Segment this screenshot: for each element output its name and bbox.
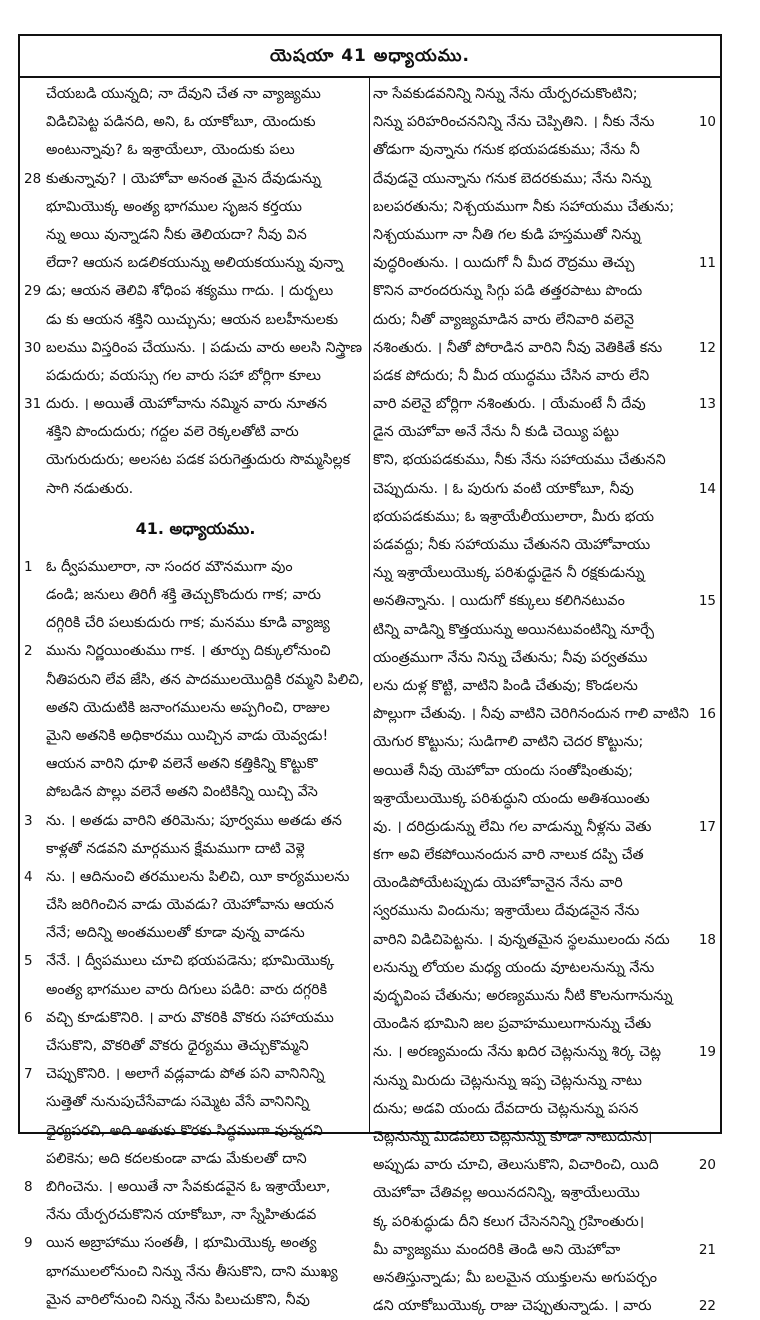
- verse-number: 31: [24, 396, 42, 413]
- page-title: యెషయా 41 అధ్యాయము.: [20, 36, 720, 78]
- text-line: [24, 891, 367, 919]
- verse-text: భూమియొక్క అంత్య భాగముల సృజన కర్తయు: [46, 198, 302, 215]
- verse-text: నా సేవకుడవనిన్ని నిన్ను నేను యేర్పరచుకొంటిని;: [373, 86, 638, 102]
- verse-text: న్ను అయి వున్నాడని నీకు తెలియదా? నీవు విన: [46, 226, 307, 243]
- verse-number: 6: [24, 1009, 33, 1026]
- right-column: [373, 80, 716, 1315]
- verse-text: సుత్తెతో నునుపుచేసేవాడు సమ్మెట వేసే వానినిన్ని: [46, 1094, 310, 1111]
- text-line: [24, 637, 367, 665]
- text-line: [373, 700, 716, 728]
- verse-text: భయపడకుము; ఓ ఇశ్రాయేలీయులారా, మీరు భయ: [373, 508, 655, 525]
- verse-text: పడవద్దు; నీకు సహాయము చేతునని యెహోవాయు: [373, 537, 651, 553]
- text-line: [373, 446, 716, 474]
- verse-text: అనతిన్నాను. । యిదుగో కక్కులు కలిగినటువం: [373, 593, 625, 610]
- verse-text: నశింతురు. । నీతో పోరాడిన వారిని నీవు వెతికితే కను: [373, 339, 663, 356]
- verse-number: 8: [24, 1178, 33, 1195]
- verse-text: అతని యెదుటికి జనాంగములను అప్పగించి, రాజుల: [46, 699, 330, 716]
- verse-number: 1: [24, 558, 33, 575]
- text-line: [24, 334, 367, 362]
- text-line: [24, 947, 367, 975]
- verse-text: అయితే నీవు యెహోవా యందు సంతోషింతువు;: [373, 762, 634, 779]
- verse-text: చెట్లనున్ను మిడపలు చెట్లనున్ను కూడా నాటుదును।: [373, 1128, 653, 1145]
- verse-text: సాగి నడుతురు.: [46, 480, 134, 497]
- verse-text: కొని, భయపడకుము, నీకు నేను సహాయము చేతునని: [373, 452, 666, 469]
- verse-text: భాగములలోనుంచి నిన్ను నేను తీసుకొని, దాని ముఖ్య: [46, 1263, 338, 1280]
- verse-text: డు; ఆయన తెలివి శోధింప శక్యము గాదు. । దుర్బలు: [46, 283, 334, 300]
- verse-text: నీతిపరుని లేవ జేసి, తన పాదములయొద్దికి రమ్మని పిలిచి,: [46, 671, 364, 688]
- text-line: [24, 750, 367, 778]
- text-line: [24, 1145, 367, 1173]
- verse-text: నేనే. । ద్వీపములు చూచి భయపడెను; భూమియొక్క: [46, 953, 335, 970]
- text-line: [24, 249, 367, 277]
- verse-text: దురు; నీతో వ్యాజ్యమాడిన వారు లేనివారి వలెనై: [373, 311, 634, 328]
- text-line: [373, 559, 716, 587]
- left-column-top: [24, 80, 367, 503]
- verse-number: 5: [24, 953, 33, 970]
- verse-text: చేయబడి యున్నది; నా దేవుని చేత నా వ్యాజ్యము: [46, 86, 321, 102]
- verse-number: 15: [698, 593, 716, 610]
- verse-text: యంత్రముగా నేను నిన్ను చేతును; నీవు పర్వతము: [373, 649, 648, 666]
- verse-text: చెప్పుకొనిరి. । అలాగే వడ్లవాడు పోత పని వానినిన్ని: [46, 1066, 325, 1083]
- verse-text: కుతున్నావు? । యెహోవా అనంత మైన దేవుడున్ను: [46, 170, 321, 187]
- text-line: [373, 982, 716, 1010]
- verse-text: అంత్య భాగముల వారు దిగులు పడిరి: వారు దగ్గరికి: [46, 981, 328, 998]
- text-line: [373, 193, 716, 221]
- verse-number: 18: [698, 931, 716, 948]
- text-line: [24, 694, 367, 722]
- text-line: [24, 1173, 367, 1201]
- text-line: [373, 80, 716, 108]
- text-line: [373, 362, 716, 390]
- verse-text: నిశ్చయముగా నా నీతి గల కుడి హస్తముతో నిన్ను: [373, 226, 641, 243]
- verse-text: క్క పరిశుద్ధుడు దీని కలుగ చేసెననిన్ని గ్రహింతురు।: [373, 1213, 645, 1230]
- text-line: [373, 277, 716, 305]
- text-line: [373, 475, 716, 503]
- text-line: [373, 672, 716, 700]
- verse-text: మైని అతనికి అధికారము యిచ్చిన వాడు యెవ్వడు!: [46, 727, 329, 744]
- verse-text: వచ్చి కూడుకొనిరి. । వారు వొకరికి వొకరు సహాయము: [46, 1009, 334, 1026]
- text-line: [373, 334, 716, 362]
- verse-text: శక్తిని పొందుదురు; గద్దల వలె రెక్కలతోటి వారు: [46, 424, 299, 441]
- verse-text: యెండిన భూమిని జల ప్రవాహములుగానున్ను చేతు: [373, 1016, 652, 1033]
- text-line: [373, 926, 716, 954]
- text-line: [373, 531, 716, 559]
- text-line: [373, 1264, 716, 1292]
- text-line: [24, 418, 367, 446]
- left-column-bottom: [24, 553, 367, 1314]
- verse-text: పొల్లుగా చేతువు. । నీవు వాటిని చెరిగినందున గాలి వాటిని: [373, 706, 689, 723]
- verse-number: 7: [24, 1066, 33, 1083]
- verse-text: పలికెను; అది కదలకుండా వాడు మేకులతో దాని: [46, 1150, 307, 1167]
- verse-text: నేను యేర్పరచుకొనిన యాకోబూ, నా స్నేహితుడవ: [46, 1207, 317, 1224]
- verse-text: నేనే; అదిన్ని అంతములతో కూడా వున్న వాడను: [46, 925, 305, 942]
- text-line: [373, 1208, 716, 1236]
- text-line: [373, 1038, 716, 1066]
- verse-text: ఆయన వారిని ధూళి వలెనే అతని కత్తికిన్ని కొట్టుకొ: [46, 756, 318, 773]
- text-line: [24, 1117, 367, 1145]
- verse-text: దగ్గిరికి చేరి పలుకుదురు గాక; మనము కూడి వ్యాజ్య: [46, 615, 330, 632]
- text-line: [24, 863, 367, 891]
- verse-text: డు కు ఆయన శక్తిని యిచ్చును; ఆయన బలహీనులకు: [46, 311, 339, 328]
- column-divider: [369, 76, 370, 1132]
- verse-text: మును నిర్ణయింతుము గాక. । తూర్పు దిక్కులోనుంచి: [46, 643, 331, 660]
- verse-text: స్వరమును విందును; ఇశ్రాయేలు దేవుడనైన నేను: [373, 903, 640, 920]
- verse-text: ఓ ద్వీపములారా, నా సందర మౌనముగా వుం: [46, 558, 293, 575]
- text-line: [24, 108, 367, 136]
- chapter-heading: 41. అధ్యాయము.: [135, 518, 256, 538]
- verse-text: పడక పోదురు; నీ మీద యుద్ధము చేసిన వారు లేని: [373, 367, 650, 384]
- verse-number: 2: [24, 643, 33, 660]
- verse-text: కాళ్లతో నడవని మార్గమున క్షేమముగా దాటి వెళ్లె: [46, 840, 305, 857]
- verse-text: వు. । దరిద్రుడున్ను లేమి గల వాడున్ను నీళ్లను వెతు: [373, 818, 652, 835]
- verse-number: 3: [24, 812, 33, 829]
- text-line: [24, 666, 367, 694]
- text-line: [24, 835, 367, 863]
- verse-number: 28: [24, 170, 42, 187]
- text-line: [373, 1292, 716, 1320]
- text-line: [373, 954, 716, 982]
- text-line: [24, 446, 367, 474]
- text-line: [373, 306, 716, 334]
- verse-number: 10: [698, 114, 716, 131]
- text-line: [373, 757, 716, 785]
- verse-text: అనతిస్తున్నాడు; మీ బలమైన యుక్తులను అగుపర్చం: [373, 1269, 657, 1286]
- verse-text: నున్ను మిరుదు చెట్లనున్ను ఇప్ప చెట్లనున్ను నాటు: [373, 1072, 642, 1089]
- verse-text: చెప్పుదును. । ఓ పురుగు వంటి యాకోబూ, నీవు: [373, 480, 634, 497]
- verse-number: 20: [698, 1157, 716, 1174]
- verse-text: బలపరతును; నిశ్చయముగా నీకు సహాయము చేతును;: [373, 198, 675, 215]
- page-frame: [18, 34, 722, 1315]
- verse-text: బలము విస్తరింప చేయును. । పడుచు వారు అలసి నిస్త్రాణ: [46, 339, 363, 356]
- verse-text: చేసి జరిగించిన వాడు యెవడు? యెహోవాను ఆయన: [46, 897, 334, 914]
- verse-text: యెగుర కొట్టును; సుడిగాలి వాటిని చెదర కొట్టును;: [373, 734, 644, 751]
- verse-text: వుద్భవింప చేతును; అరణ్యమును నీటి కొలనుగానున్ను: [373, 988, 673, 1004]
- text-line: [373, 616, 716, 644]
- verse-text: లేదా? ఆయన బడలికయున్ను అలియకయున్ను వున్నా: [46, 255, 344, 272]
- left-column: [24, 80, 367, 1308]
- text-line: [24, 221, 367, 249]
- verse-text: ను. । ఆదినుంచి తరములను పిలిచి, యీ కార్యములను: [46, 868, 350, 885]
- text-line: [373, 841, 716, 869]
- verse-text: దును; అడవి యందు దేవదారు చెట్లనున్ను పసన: [373, 1100, 639, 1117]
- verse-number: 30: [24, 339, 42, 356]
- text-line: [373, 108, 716, 136]
- verse-text: విడిచిపెట్ట పడినది, అని, ఓ యాకోబూ, యెందుకు: [46, 114, 316, 131]
- verse-text: న్ను ఇశ్రాయేలుయొక్క పరిశుద్ధుడైన నీ రక్షకుడున్ను: [373, 565, 645, 582]
- text-line: [24, 1060, 367, 1088]
- text-line: [24, 136, 367, 164]
- text-line: [24, 609, 367, 637]
- verse-text: వుద్ధరింతును. । యిదుగో నీ మీద రౌద్రము తెచ్చు: [373, 255, 635, 272]
- text-line: [24, 1088, 367, 1116]
- text-line: [24, 193, 367, 221]
- text-line: [24, 1004, 367, 1032]
- text-line: [373, 1067, 716, 1095]
- verse-text: ఇశ్రాయేలుయొక్క పరిశుద్ధుని యందు అతిశయింతు: [373, 790, 650, 807]
- verse-text: డండి; జనులు తిరిగీ శక్తి తెచ్చుకొందురు గాక; వారు: [46, 587, 321, 603]
- verse-number: 21: [698, 1241, 716, 1258]
- text-line: [24, 581, 367, 609]
- verse-text: పోబడిన పొల్లు వలెనే అతని వింటికిన్ని యిచ్చి వేసె: [46, 784, 318, 801]
- verse-text: నిన్ను పరిహరించననిన్ని నేను చెప్పితిని. । నీకు నేను: [373, 114, 655, 131]
- verse-text: లనున్ను లోయల మధ్య యందు వూటలనున్ను నేను: [373, 959, 655, 976]
- text-line: [373, 418, 716, 446]
- verse-number: 12: [698, 339, 716, 356]
- text-line: [24, 553, 367, 581]
- verse-number: 13: [698, 396, 716, 413]
- text-line: [24, 306, 367, 334]
- text-line: [373, 1236, 716, 1264]
- text-line: [24, 362, 367, 390]
- verse-text: టిన్ని వాడిన్ని కొత్తయున్ను అయినటువంటిన్ని నూర్చే: [373, 621, 655, 638]
- text-line: [24, 919, 367, 947]
- text-line: [373, 587, 716, 615]
- verse-number: 17: [698, 818, 716, 835]
- text-line: [373, 869, 716, 897]
- text-line: [373, 1010, 716, 1038]
- verse-number: 9: [24, 1235, 33, 1252]
- verse-text: యెగురుదురు; అలసట పడక పరుగెత్తుదురు సొమ్మసిల్లక: [46, 452, 351, 469]
- text-line: [373, 1151, 716, 1179]
- text-line: [373, 136, 716, 164]
- text-line: [24, 1229, 367, 1257]
- verse-text: యిన అబ్రాహాము సంతతీ, । భూమియొక్క అంత్య: [46, 1235, 317, 1252]
- verse-text: పడుదురు; వయస్సు గల వారు సహా బోర్లిగా కూలు: [46, 367, 321, 384]
- verse-number: 22: [698, 1298, 716, 1315]
- verse-text: వారి వలెనై బోర్లిగా నశింతురు. । యేమంటే నీ దేవు: [373, 396, 646, 413]
- text-line: [24, 722, 367, 750]
- verse-number: 19: [698, 1044, 716, 1061]
- verse-text: కొనిన వారందరున్ను సిగ్గు పడి తత్తరపాటు పొందు: [373, 283, 643, 300]
- text-line: [373, 897, 716, 925]
- text-line: [24, 1286, 367, 1314]
- text-line: [373, 1179, 716, 1207]
- text-line: [373, 221, 716, 249]
- text-line: [373, 503, 716, 531]
- verse-text: అప్పుడు వారు చూచి, తెలుసుకొని, విచారించి, యిది: [373, 1157, 659, 1174]
- verse-number: 16: [698, 706, 716, 723]
- verse-text: ను. । అతడు వారిని తరిమెను; పూర్వము అతడు తన: [46, 812, 342, 829]
- text-line: [373, 644, 716, 672]
- verse-text: డైన యెహోవా అనే నేను నీ కుడి చెయ్యి పట్టు: [373, 424, 619, 441]
- verse-number: 14: [698, 480, 716, 497]
- verse-number: 29: [24, 283, 42, 300]
- verse-text: లను దుళ్ల కొట్టి, వాటిని పిండి చేతువు; కొండలను: [373, 677, 638, 694]
- verse-text: ను. । అరణ్యమందు నేను ఖదిర చెట్లనున్ను శిర్క చెట్ల: [373, 1044, 661, 1061]
- text-line: [24, 1258, 367, 1286]
- text-line: [373, 390, 716, 418]
- verse-text: కగా అవి లేకపోయినందున వారి నాలుక దప్పి చేత: [373, 847, 644, 864]
- verse-text: డని యాకోబుయొక్క రాజు చెప్పుతున్నాడు. । వారు: [373, 1298, 652, 1315]
- text-line: [373, 728, 716, 756]
- text-line: [24, 976, 367, 1004]
- text-line: [24, 778, 367, 806]
- verse-text: ధైర్యపరచి, అది అతుకు కొరకు సిద్ధముగా వున్నదని: [46, 1122, 323, 1139]
- verse-text: దేవుడనై యున్నాను గనుక బెదరకుము; నేను నిన్ను: [373, 170, 651, 187]
- verse-text: యెండిపోయేటప్పుడు యెహోవానైన నేను వారి: [373, 875, 623, 892]
- verse-number: 4: [24, 868, 33, 885]
- text-line: [373, 785, 716, 813]
- text-line: [373, 165, 716, 193]
- text-line: [24, 165, 367, 193]
- text-line: [373, 249, 716, 277]
- text-line: [373, 813, 716, 841]
- text-line: [24, 1201, 367, 1229]
- verse-number: 11: [698, 255, 716, 272]
- text-line: [373, 1123, 716, 1151]
- verse-text: మీ వ్యాజ్యము మందరికి తెండి అని యెహోవా: [373, 1241, 621, 1258]
- text-line: [24, 1032, 367, 1060]
- text-line: [24, 80, 367, 108]
- verse-text: బిగించెను. । అయితే నా సేవకుడవైన ఓ ఇశ్రాయేలూ,: [46, 1178, 331, 1195]
- right-column-lines: [373, 80, 716, 1320]
- text-line: [24, 807, 367, 835]
- text-line: [24, 390, 367, 418]
- verse-text: మైన వారిలోనుంచి నిన్ను నేను పిలుచుకొని, నీవు: [46, 1291, 310, 1308]
- verse-text: చేసుకొని, వొకరితో వొకరు ధైర్యము తెచ్చుకొమ్మని: [46, 1038, 309, 1054]
- text-line: [373, 1095, 716, 1123]
- verse-text: వారిని విడిచిపెట్టను. । వున్నతమైన స్థలములందు నదు: [373, 931, 670, 948]
- verse-text: అంటున్నావు? ఓ ఇశ్రాయేలూ, యెందుకు పలు: [46, 142, 295, 159]
- text-line: [24, 475, 367, 503]
- text-line: [24, 277, 367, 305]
- verse-text: తోడుగా వున్నాను గనుక భయపడకుము; నేను నీ: [373, 142, 640, 159]
- verse-text: దురు. । అయితే యెహోవాను నమ్మిన వారు నూతన: [46, 396, 328, 413]
- verse-text: యెహోవా చేతివల్ల అయినదనిన్ని, ఇశ్రాయేలుయొ: [373, 1185, 640, 1202]
